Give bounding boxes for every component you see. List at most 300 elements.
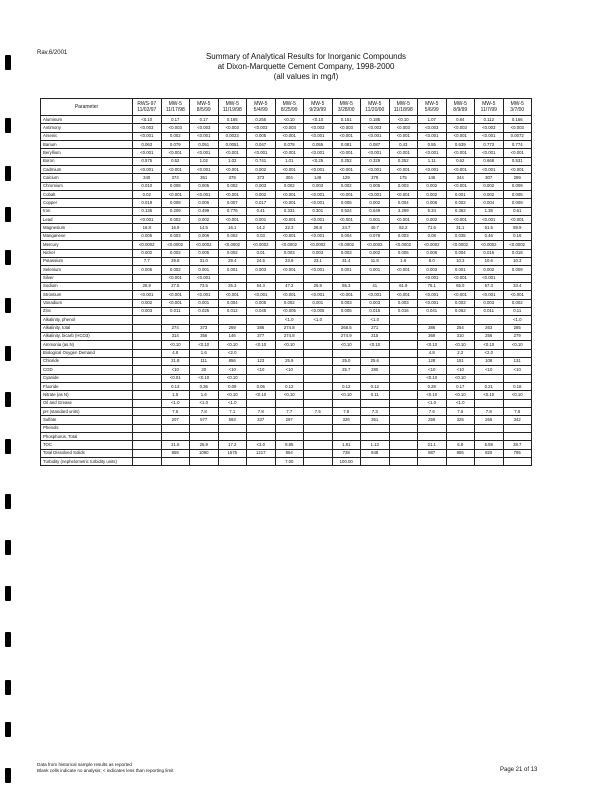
result-cell: 0.005 — [332, 199, 361, 207]
result-cell: 0.078 — [361, 232, 390, 240]
result-cell: 7.8 — [503, 408, 532, 416]
result-cell — [389, 408, 418, 416]
result-cell: 65.0 — [446, 282, 475, 290]
result-cell: 0.499 — [190, 207, 219, 215]
well-id: MW-5 — [168, 101, 182, 107]
result-cell: 128 — [418, 357, 447, 365]
result-cell: 0.252 — [332, 157, 361, 165]
result-cell: 0.055 — [304, 141, 333, 149]
result-cell: <0.001 — [475, 166, 504, 174]
result-cell: 0.329 — [361, 157, 390, 165]
result-cell: 0.08 — [418, 232, 447, 240]
result-cell: 0.005 — [190, 182, 219, 190]
result-cell — [304, 324, 333, 332]
result-cell: 274.8 — [275, 324, 304, 332]
result-cell: <0.001 — [275, 166, 304, 174]
result-cell: <0.10 — [133, 116, 162, 124]
parameter-name: Magnesium — [41, 224, 133, 232]
parameter-name: Alkalinity, total — [41, 324, 133, 332]
table-row — [41, 141, 532, 149]
well-id: MW-5 — [510, 101, 524, 107]
result-cell — [389, 332, 418, 340]
result-cell: 7.7 — [133, 257, 162, 265]
punch-hole — [5, 540, 11, 555]
result-cell: <0.001 — [475, 274, 504, 282]
result-cell — [304, 449, 333, 457]
sample-date: 5/4/99 — [253, 107, 268, 113]
result-cell: <0.001 — [446, 132, 475, 140]
result-cell — [503, 424, 532, 432]
result-cell: <0.001 — [418, 291, 447, 299]
parameter-name: Phenols — [41, 424, 133, 432]
result-cell: 285 — [503, 324, 532, 332]
result-cell: 0.0023 — [218, 132, 247, 140]
result-cell: 337 — [247, 416, 276, 424]
result-cell: <0.001 — [389, 266, 418, 274]
result-cell — [133, 332, 162, 340]
result-cell: 0.006 — [133, 266, 162, 274]
table-row — [41, 341, 532, 349]
result-cell — [503, 349, 532, 357]
result-cell: 0.12 — [275, 383, 304, 391]
result-cell: <0.001 — [275, 216, 304, 224]
result-cell — [133, 441, 162, 449]
result-cell: 28.7 — [503, 441, 532, 449]
result-cell: 0.002 — [361, 199, 390, 207]
punch-hole — [5, 768, 11, 783]
parameter-name: Boron — [41, 157, 133, 165]
punch-hole — [5, 118, 11, 133]
table-row — [41, 433, 532, 441]
result-cell: 41 — [361, 282, 390, 290]
footer-line: Blank cells indicate no analysis; < indicates less than reporting limit — [37, 768, 174, 773]
result-cell: 0.165 — [218, 116, 247, 124]
punch-hole — [5, 166, 11, 181]
table-row — [41, 416, 532, 424]
result-cell: 29.4 — [218, 257, 247, 265]
result-cell: 0.362 — [446, 207, 475, 215]
sample-date: 3/7/00 — [510, 107, 525, 113]
result-cell: 0.002 — [133, 299, 162, 307]
result-cell: <0.001 — [133, 291, 162, 299]
result-cell: <0.01 — [161, 374, 190, 382]
result-cell: 0.002 — [247, 191, 276, 199]
parameter-name: Oil and Grease — [41, 399, 133, 407]
result-cell: 1.02 — [190, 157, 219, 165]
result-cell: 271 — [361, 324, 390, 332]
result-cell — [389, 416, 418, 424]
result-cell: 0.004 — [218, 299, 247, 307]
result-cell: <0.10 — [503, 391, 532, 399]
result-cell: <1.0 — [161, 399, 190, 407]
title-line: Summary of Analytical Results for Inorganic Compounds — [205, 52, 407, 61]
result-cell — [304, 391, 333, 399]
parameter-name: Strontium — [41, 291, 133, 299]
result-cell: 297 — [275, 416, 304, 424]
result-cell: 0.019 — [133, 199, 162, 207]
result-cell: 0.009 — [503, 199, 532, 207]
result-cell: <0.001 — [389, 166, 418, 174]
result-cell: 0.002 — [275, 182, 304, 190]
result-cell: 0.0051 — [218, 141, 247, 149]
table-row — [41, 157, 532, 165]
punch-hole — [5, 680, 11, 695]
result-cell: 0.11 — [361, 391, 390, 399]
result-cell — [275, 424, 304, 432]
result-cell: <0.001 — [418, 166, 447, 174]
result-cell: 1.13 — [361, 441, 390, 449]
result-cell: 1090 — [190, 449, 219, 457]
result-cell — [389, 383, 418, 391]
result-cell: 0.16 — [503, 232, 532, 240]
column-header — [190, 99, 219, 116]
result-cell: <0.001 — [190, 149, 219, 157]
result-cell: <0.10 — [190, 374, 219, 382]
parameter-name: Biological Oxygen Demand — [41, 349, 133, 357]
result-cell: 351 — [190, 174, 219, 182]
result-cell — [503, 458, 532, 466]
result-cell — [446, 316, 475, 324]
sample-date: 11/7/99 — [480, 107, 497, 113]
result-cell — [218, 433, 247, 441]
result-cell: <0.001 — [190, 191, 219, 199]
result-cell — [361, 399, 390, 407]
result-cell: 0.136 — [133, 207, 162, 215]
result-cell — [161, 458, 190, 466]
result-cell — [389, 449, 418, 457]
result-cell: <0.001 — [446, 166, 475, 174]
result-cell: 0.005 — [247, 132, 276, 140]
result-cell: 0.002 — [446, 199, 475, 207]
result-cell: 0.002 — [161, 132, 190, 140]
result-cell: 23.9 — [275, 257, 304, 265]
result-cell: 16.1 — [218, 224, 247, 232]
result-cell: 0.001 — [332, 266, 361, 274]
result-cell — [361, 274, 390, 282]
result-cell: <0.001 — [475, 291, 504, 299]
result-cell: <0.0002 — [503, 241, 532, 249]
result-cell: 0.166 — [503, 116, 532, 124]
result-cell — [133, 449, 162, 457]
result-cell: 55.3 — [332, 282, 361, 290]
punch-hole — [5, 392, 11, 407]
result-cell: <0.001 — [332, 216, 361, 224]
parameter-name: Chloride — [41, 357, 133, 365]
result-cell: 31.1 — [446, 224, 475, 232]
parameter-name: Ammonia (as N) — [41, 341, 133, 349]
result-cell: 40.7 — [361, 224, 390, 232]
result-cell: 577 — [190, 416, 219, 424]
table-row — [41, 391, 532, 399]
result-cell: <0.003 — [133, 124, 162, 132]
result-cell: 123 — [247, 357, 276, 365]
result-cell: 0.255 — [247, 116, 276, 124]
result-cell: 304 — [275, 174, 304, 182]
result-cell: <0.001 — [361, 166, 390, 174]
result-cell: <0.001 — [133, 149, 162, 157]
result-cell: 28.8 — [304, 224, 333, 232]
result-cell: 1217 — [247, 449, 276, 457]
result-cell: 0.17 — [161, 116, 190, 124]
result-cell: 0.005 — [389, 249, 418, 257]
result-cell — [133, 349, 162, 357]
result-cell: <0.001 — [190, 166, 219, 174]
result-cell: 0.52 — [161, 157, 190, 165]
result-cell: 0.03 — [247, 232, 276, 240]
column-header — [218, 99, 247, 116]
result-cell — [133, 399, 162, 407]
result-cell — [418, 316, 447, 324]
result-cell: 0.575 — [133, 157, 162, 165]
result-cell: 0.002 — [218, 232, 247, 240]
result-cell: <0.001 — [332, 149, 361, 157]
result-cell: <0.001 — [475, 132, 504, 140]
result-cell — [133, 374, 162, 382]
column-header — [275, 99, 304, 116]
result-cell: 131 — [503, 357, 532, 365]
result-cell — [332, 374, 361, 382]
result-cell: 340 — [133, 174, 162, 182]
result-cell — [332, 424, 361, 432]
result-cell: 2.2 — [446, 349, 475, 357]
result-cell — [218, 458, 247, 466]
result-cell: <10 — [247, 366, 276, 374]
table-row — [41, 149, 532, 157]
result-cell — [475, 399, 504, 407]
result-cell: <0.001 — [304, 132, 333, 140]
column-header — [389, 99, 418, 116]
table-row — [41, 166, 532, 174]
result-cell: <1.0 — [418, 399, 447, 407]
result-cell: 8.85 — [275, 441, 304, 449]
well-id: MW-5 — [225, 101, 239, 107]
result-cell: 0.003 — [389, 182, 418, 190]
column-header — [446, 99, 475, 116]
result-cell: <0.001 — [418, 149, 447, 157]
result-cell: <0.001 — [133, 166, 162, 174]
result-cell: 269 — [218, 324, 247, 332]
result-cell: <0.001 — [161, 291, 190, 299]
result-cell: 10.3 — [503, 257, 532, 265]
result-cell: 325 — [446, 416, 475, 424]
result-cell: <0.001 — [247, 291, 276, 299]
result-cell: 0.55 — [418, 141, 447, 149]
result-cell: 0.005 — [361, 182, 390, 190]
result-cell — [190, 316, 219, 324]
result-cell: 21.8 — [161, 357, 190, 365]
result-cell: 314 — [161, 332, 190, 340]
result-cell: 0.009 — [503, 182, 532, 190]
result-cell: 0.001 — [446, 266, 475, 274]
result-cell — [304, 458, 333, 466]
result-cell: <0.10 — [418, 374, 447, 382]
sample-date: 9/29/99 — [309, 107, 327, 113]
result-cell: 265 — [475, 416, 504, 424]
result-cell: <0.001 — [304, 216, 333, 224]
result-cell: 0.17 — [446, 383, 475, 391]
result-cell: <0.001 — [418, 299, 447, 307]
result-cell — [304, 399, 333, 407]
result-cell: 0.001 — [361, 266, 390, 274]
result-cell: 31.0 — [190, 257, 219, 265]
sample-date: 11/17/98 — [165, 107, 185, 113]
result-cell: 7.8 — [475, 408, 504, 416]
result-cell: <0.003 — [475, 124, 504, 132]
result-cell: 73.5 — [190, 282, 219, 290]
sample-date: 11/18/98 — [393, 107, 413, 113]
table-row — [41, 449, 532, 457]
result-cell: <0.10 — [389, 116, 418, 124]
result-cell — [361, 349, 390, 357]
result-cell: 0.003 — [332, 299, 361, 307]
result-cell: 307 — [475, 174, 504, 182]
table-row — [41, 257, 532, 265]
table-row — [41, 316, 532, 324]
result-cell — [247, 316, 276, 324]
result-cell: 0.62 — [446, 157, 475, 165]
well-id: MW-5 — [339, 101, 353, 107]
result-cell — [332, 316, 361, 324]
result-cell — [247, 399, 276, 407]
result-cell — [304, 441, 333, 449]
parameter-name: Sodium — [41, 282, 133, 290]
result-cell: 0.017 — [247, 199, 276, 207]
column-header — [304, 99, 333, 116]
result-cell: <0.001 — [361, 149, 390, 157]
result-cell: <0.001 — [304, 191, 333, 199]
sample-date: 11/19/98 — [222, 107, 242, 113]
parameter-name: Manganese — [41, 232, 133, 240]
result-cell: 0.005 — [332, 307, 361, 315]
parameter-name: Cadmium — [41, 166, 133, 174]
result-cell: 0.062 — [446, 307, 475, 315]
result-cell: <0.001 — [446, 274, 475, 282]
result-cell: <0.001 — [389, 216, 418, 224]
result-cell: 0.003 — [332, 249, 361, 257]
result-cell: 0.003 — [475, 299, 504, 307]
result-cell: <0.001 — [304, 166, 333, 174]
result-cell: 0.001 — [446, 191, 475, 199]
result-cell: <1.0 — [190, 399, 219, 407]
result-cell: <0.005 — [304, 307, 333, 315]
result-cell: <10 — [503, 366, 532, 374]
result-cell — [389, 433, 418, 441]
parameter-name: Sulfate — [41, 416, 133, 424]
result-cell — [332, 349, 361, 357]
result-cell: 4.8 — [161, 349, 190, 357]
result-cell: 0.003 — [304, 182, 333, 190]
result-cell — [133, 408, 162, 416]
result-cell: <0.0002 — [247, 241, 276, 249]
result-cell: 0.12 — [361, 383, 390, 391]
result-cell: <0.001 — [389, 191, 418, 199]
parameter-name: Calcium — [41, 174, 133, 182]
result-cell: <0.003 — [361, 124, 390, 132]
result-cell — [218, 316, 247, 324]
result-cell: 0.005 — [190, 249, 219, 257]
result-cell: 1.6 — [190, 349, 219, 357]
punch-hole — [5, 346, 11, 361]
sample-date: 8/9/99 — [453, 107, 468, 113]
result-cell: 0.004 — [446, 249, 475, 257]
result-cell: 326 — [332, 416, 361, 424]
result-cell: 10.6 — [475, 257, 504, 265]
result-cell: 0.002 — [275, 299, 304, 307]
result-cell: <0.001 — [332, 191, 361, 199]
result-cell: <0.10 — [446, 374, 475, 382]
result-cell: <0.10 — [304, 116, 333, 124]
result-cell: 52.2 — [389, 224, 418, 232]
table-row — [41, 441, 532, 449]
table-row — [41, 458, 532, 466]
result-cell: <0.003 — [446, 124, 475, 132]
result-cell — [389, 349, 418, 357]
result-cell: 0.011 — [161, 307, 190, 315]
result-cell — [389, 458, 418, 466]
result-cell — [475, 433, 504, 441]
result-cell: 0.016 — [475, 249, 504, 257]
result-cell: <0.001 — [475, 149, 504, 157]
table-row — [41, 383, 532, 391]
result-cell: 0.002 — [161, 249, 190, 257]
result-cell: <0.001 — [275, 199, 304, 207]
result-cell: <10 — [275, 366, 304, 374]
result-cell — [389, 441, 418, 449]
parameter-name: Antimony — [41, 124, 133, 132]
result-cell: <1.0 — [361, 316, 390, 324]
result-cell: <0.001 — [361, 191, 390, 199]
result-cell: 0.003 — [161, 232, 190, 240]
result-cell: 25.6 — [361, 357, 390, 365]
result-cell: 0.002 — [190, 216, 219, 224]
result-cell: 0.18 — [503, 383, 532, 391]
result-cell: 785 — [503, 449, 532, 457]
result-cell: 14.2 — [247, 224, 276, 232]
result-cell: <0.10 — [247, 391, 276, 399]
punch-hole — [5, 722, 11, 737]
result-cell: <0.003 — [190, 124, 219, 132]
result-cell: <0.001 — [446, 216, 475, 224]
result-cell: <0.001 — [161, 149, 190, 157]
result-cell: <0.003 — [247, 124, 276, 132]
result-cell: 111 — [190, 357, 219, 365]
table-row — [41, 349, 532, 357]
result-cell — [361, 433, 390, 441]
result-cell: <0.0002 — [133, 241, 162, 249]
result-cell: 0.006 — [190, 232, 219, 240]
result-cell: <0.0002 — [361, 241, 390, 249]
result-cell: 0.002 — [475, 182, 504, 190]
result-cell: <0.10 — [275, 341, 304, 349]
result-cell: 0.051 — [190, 141, 219, 149]
result-cell: <10 — [161, 366, 190, 374]
result-cell — [304, 424, 333, 432]
result-cell: <0.001 — [361, 291, 390, 299]
result-cell: 7.6 — [446, 408, 475, 416]
result-cell — [218, 274, 247, 282]
result-cell: 0.002 — [161, 216, 190, 224]
result-cell: 0.41 — [247, 207, 276, 215]
table-row — [41, 266, 532, 274]
table-row — [41, 424, 532, 432]
result-cell: 0.001 — [190, 299, 219, 307]
result-cell — [190, 424, 219, 432]
result-cell: 0.003 — [304, 249, 333, 257]
result-cell: 25.0 — [332, 357, 361, 365]
table-row — [41, 191, 532, 199]
result-cell — [503, 374, 532, 382]
result-cell: 0.087 — [361, 141, 390, 149]
